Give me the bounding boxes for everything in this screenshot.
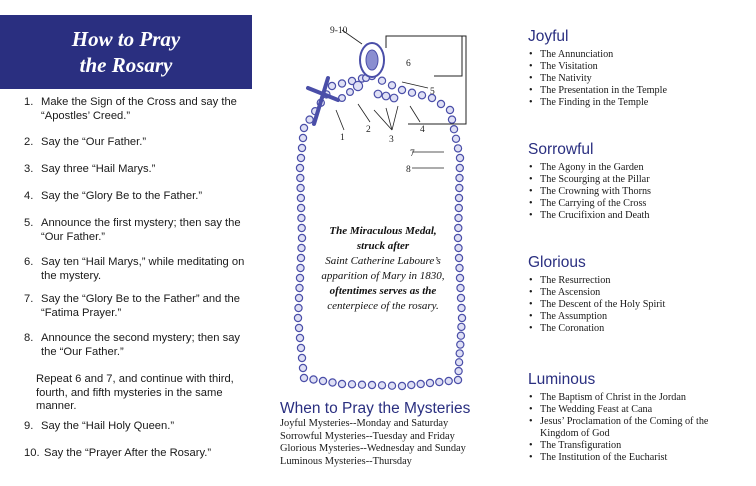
- step-text: Say the “Our Father.”: [41, 136, 147, 148]
- step-text: Say the “Glory Be to the Father” and the “Fatima Prayer.”: [41, 293, 240, 319]
- when-line: Luminous Mysteries--Thursday: [280, 455, 412, 467]
- mystery-item: • The Crowning with Thorns: [528, 186, 748, 198]
- rosary-bead: [457, 341, 464, 348]
- mystery-heading: Joyful: [528, 28, 569, 45]
- when-line: Joyful Mysteries--Monday and Saturday: [280, 418, 449, 429]
- mystery-item: • The Ascension: [528, 287, 748, 299]
- rosary-bead: [338, 80, 345, 87]
- joyful-mysteries: [528, 28, 748, 109]
- rosary-bead: [296, 164, 303, 171]
- step-8: [24, 332, 246, 359]
- label-9-10: 9-10: [330, 26, 348, 36]
- mystery-heading: Luminous: [528, 371, 596, 388]
- mystery-item: • The Presentation in the Temple: [528, 85, 748, 97]
- rosary-bead: [347, 89, 354, 96]
- rosary-bead: [298, 214, 305, 221]
- mystery-item: • The Assumption: [528, 311, 748, 323]
- step-6: [24, 256, 246, 283]
- rosary-bead: [296, 274, 303, 281]
- rosary-bead: [455, 204, 462, 211]
- rosary-bead: [295, 324, 302, 331]
- step-repeat-note: [24, 373, 246, 414]
- label-7: 7: [410, 149, 415, 159]
- rosary-bead: [408, 89, 415, 96]
- rosary-bead: [358, 381, 365, 388]
- rosary-bead: [306, 116, 313, 123]
- mystery-item: • The Nativity: [528, 73, 748, 85]
- rosary-bead: [426, 379, 433, 386]
- rosary-bead: [297, 344, 304, 351]
- rosary-bead: [299, 134, 306, 141]
- step-number: 6.: [24, 256, 34, 268]
- rosary-bead: [448, 116, 455, 123]
- label-3: 3: [389, 135, 394, 145]
- rosary-bead: [388, 382, 395, 389]
- mystery-item: • The Coronation: [528, 323, 748, 335]
- rosary-bead: [299, 364, 306, 371]
- step-text: Make the Sign of the Cross and say the “Apostles’ Creed.”: [41, 96, 237, 122]
- rosary-bead: [388, 82, 395, 89]
- step-number: 1.: [24, 96, 34, 108]
- rosary-bead: [446, 106, 453, 113]
- step-text: Say the “Glory Be to the Father.”: [41, 190, 203, 202]
- step-text: Announce the second mystery; then say the “Our Father.”: [41, 332, 241, 358]
- rosary-bead: [319, 377, 326, 384]
- when-line: Sorrowful Mysteries--Tuesday and Friday: [280, 430, 455, 442]
- step-number: 8.: [24, 332, 34, 344]
- rosary-bead: [457, 294, 464, 301]
- rosary-bead: [456, 350, 463, 357]
- rosary-bead: [353, 81, 362, 90]
- caption-line-5: oftentimes serves as the: [329, 285, 437, 297]
- rosary-bead: [295, 294, 302, 301]
- rosary-bead: [338, 380, 345, 387]
- mystery-item: • The Carrying of the Cross: [528, 198, 748, 210]
- rosary-bead: [456, 359, 463, 366]
- step-number: 7.: [24, 293, 34, 305]
- mystery-item: • The Crucifixion and Death: [528, 210, 748, 222]
- step-9: [24, 420, 246, 434]
- rosary-bead: [378, 382, 385, 389]
- rosary-bead: [408, 381, 415, 388]
- rosary-bead: [298, 204, 305, 211]
- mystery-item: • The Resurrection: [528, 275, 748, 287]
- step-3: [24, 163, 246, 177]
- step-2: [24, 136, 246, 150]
- when-to-pray-section: [280, 400, 510, 468]
- rosary-bead: [297, 184, 304, 191]
- rosary-bead: [298, 224, 305, 231]
- rosary-bead: [436, 378, 443, 385]
- rosary-bead: [418, 92, 425, 99]
- rosary-bead: [456, 164, 463, 171]
- rosary-bead: [390, 94, 398, 102]
- rosary-bead: [298, 244, 305, 251]
- caption-line-4: apparition of Mary in 1830,: [321, 270, 445, 282]
- rosary-bead: [329, 379, 336, 386]
- mystery-item: • The Descent of the Holy Spirit: [528, 299, 748, 311]
- caption-line-1: The Miraculous Medal,: [329, 225, 437, 237]
- step-number: 9.: [24, 420, 34, 432]
- medal-caption: [308, 224, 458, 314]
- rosary-bead: [456, 154, 463, 161]
- step-4: [24, 190, 246, 204]
- step-number: 2.: [24, 136, 34, 148]
- rosary-bead: [445, 377, 452, 384]
- mystery-item: • Jesus’ Proclamation of the Coming of the Kingdom of God: [528, 416, 748, 440]
- rosary-bead: [378, 77, 385, 84]
- step-10: [24, 447, 246, 461]
- label-2: 2: [366, 125, 371, 135]
- label-8: 8: [406, 165, 411, 175]
- mystery-item: • The Agony in the Garden: [528, 162, 748, 174]
- label-6: 6: [406, 59, 411, 69]
- rosary-bead: [455, 214, 462, 221]
- mystery-item: • The Annunciation: [528, 49, 748, 61]
- rosary-bead: [382, 92, 390, 100]
- mystery-heading: Glorious: [528, 254, 586, 271]
- step-text: Say the “Prayer After the Rosary.”: [44, 447, 212, 459]
- rosary-bead: [437, 100, 444, 107]
- sorrowful-mysteries: [528, 141, 748, 222]
- rosary-bead: [374, 90, 382, 98]
- rosary-bead: [457, 332, 464, 339]
- rosary-bead: [456, 174, 463, 181]
- label-5: 5: [430, 87, 435, 97]
- title-line-1: How to Pray: [71, 27, 181, 51]
- rosary-bead: [297, 264, 304, 271]
- rosary-bead: [398, 86, 405, 93]
- rosary-bead: [452, 135, 459, 142]
- mystery-item: • The Baptism of Christ in the Jordan: [528, 392, 748, 404]
- caption-line-2: struck after: [356, 240, 410, 252]
- rosary-bead: [458, 314, 465, 321]
- rosary-bead: [458, 304, 465, 311]
- rosary-bead: [300, 374, 307, 381]
- rosary-bead: [310, 376, 317, 383]
- label-4: 4: [420, 125, 425, 135]
- step-text: Say the “Hail Holy Queen.”: [41, 420, 175, 432]
- rosary-bead: [417, 380, 424, 387]
- rosary-bead: [368, 381, 375, 388]
- medal-image: [366, 50, 378, 70]
- title-line-2: the Rosary: [79, 53, 173, 77]
- rosary-bead: [458, 323, 465, 330]
- rosary-bead: [450, 126, 457, 133]
- rosary-bead: [454, 145, 461, 152]
- step-number: 4.: [24, 190, 34, 202]
- rosary-bead: [298, 144, 305, 151]
- glorious-mysteries: [528, 254, 748, 335]
- rosary-illustration: [282, 18, 514, 396]
- caption-line-3: Saint Catherine Laboure’s: [325, 255, 441, 267]
- rosary-bead: [456, 184, 463, 191]
- step-text: Announce the first mystery; then say the “Our Father.”: [41, 217, 241, 243]
- step-text: Say three “Hail Marys.”: [41, 163, 156, 175]
- rosary-bead: [296, 284, 303, 291]
- rosary-bead: [298, 234, 305, 241]
- step-1: [24, 96, 246, 123]
- mystery-item: • The Finding in the Temple: [528, 97, 748, 109]
- rosary-bead: [328, 82, 335, 89]
- step-text: Repeat 6 and 7, and continue with third, fourth, and fifth mysteries in the same manner.: [36, 373, 234, 412]
- rosary-bead: [297, 194, 304, 201]
- rosary-bead: [454, 376, 461, 383]
- step-7: [24, 293, 246, 320]
- label-1: 1: [340, 133, 345, 143]
- mystery-item: • The Scourging at the Pillar: [528, 174, 748, 186]
- mystery-item: • The Wedding Feast at Cana: [528, 404, 748, 416]
- mystery-item: • The Transfiguration: [528, 440, 748, 452]
- rosary-bead: [298, 354, 305, 361]
- title-banner: [0, 15, 252, 89]
- rosary-bead: [297, 174, 304, 181]
- rosary-bead: [455, 194, 462, 201]
- step-number: 3.: [24, 163, 34, 175]
- mystery-heading: Sorrowful: [528, 141, 594, 158]
- luminous-mysteries: [528, 371, 748, 464]
- rosary-bead: [297, 154, 304, 161]
- bracket-line-inner: [386, 36, 462, 76]
- step-text: Say ten “Hail Marys,” while meditating on the mystery.: [41, 256, 245, 282]
- rosary-bead: [295, 304, 302, 311]
- rosary-bead: [300, 124, 307, 131]
- rosary-bead: [348, 381, 355, 388]
- rosary-bead: [297, 254, 304, 261]
- when-heading: When to Pray the Mysteries: [280, 400, 471, 417]
- step-number: 5.: [24, 217, 34, 229]
- rosary-bead: [455, 368, 462, 375]
- mystery-item: • The Institution of the Eucharist: [528, 452, 748, 464]
- caption-line-6: centerpiece of the rosary.: [327, 300, 439, 312]
- rosary-bead: [398, 382, 405, 389]
- mystery-item: • The Visitation: [528, 61, 748, 73]
- step-number: 10.: [24, 447, 40, 459]
- rosary-bead: [296, 334, 303, 341]
- when-line: Glorious Mysteries--Wednesday and Sunday: [280, 443, 466, 454]
- rosary-bead: [294, 314, 301, 321]
- step-5: [24, 217, 246, 244]
